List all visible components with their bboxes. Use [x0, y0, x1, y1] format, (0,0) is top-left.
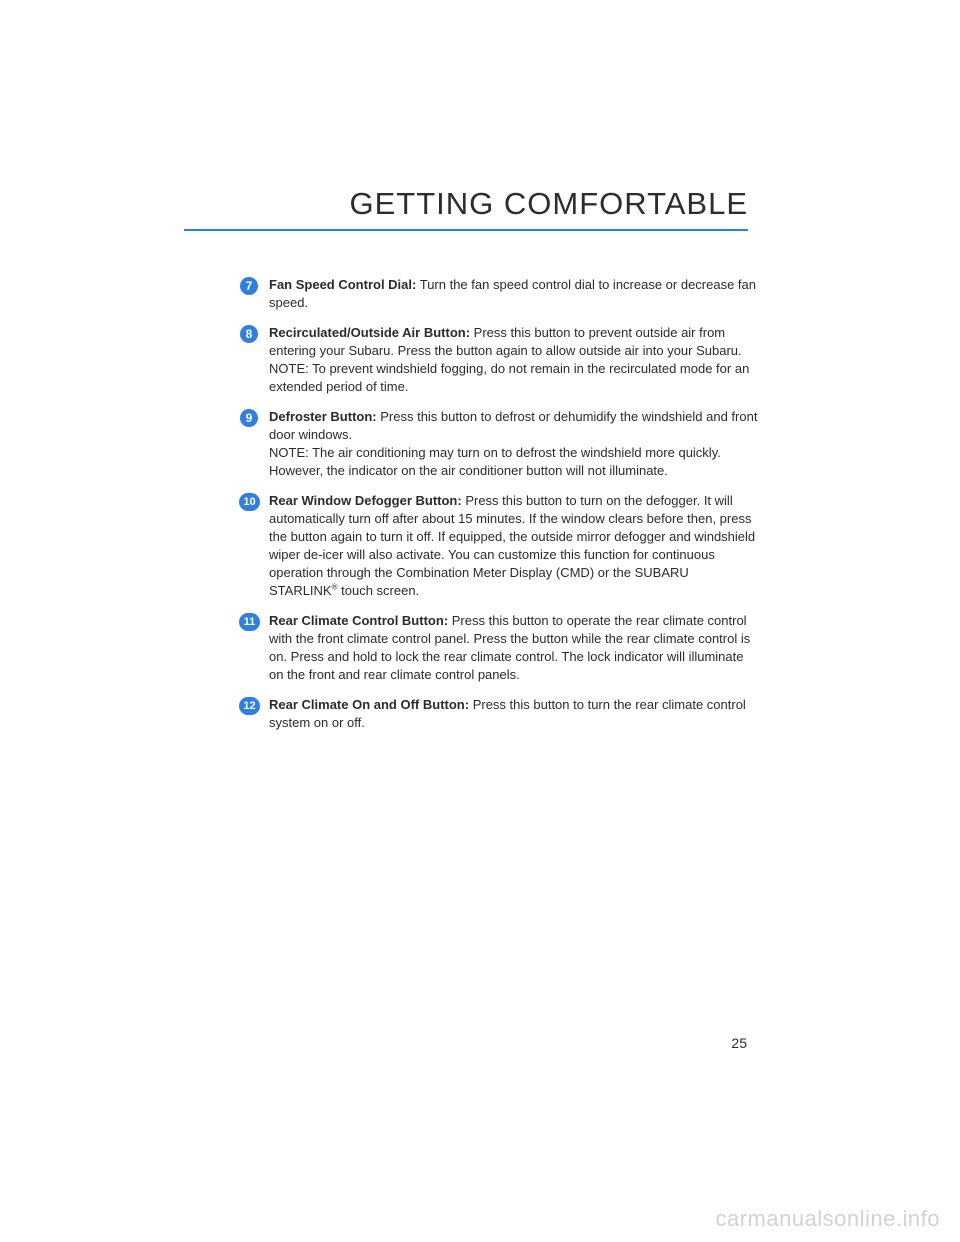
- registered-trademark-mark: ®: [331, 582, 338, 592]
- item-description: Press this button to turn the rear climate control system on or off.: [269, 697, 746, 730]
- item-term: Rear Window Defogger Button:: [269, 493, 462, 508]
- section-title: GETTING COMFORTABLE: [349, 186, 748, 221]
- item-note: NOTE: To prevent windshield fogging, do not remain in the recirculated mode for an extended period of time.: [269, 361, 750, 394]
- item-term: Defroster Button:: [269, 409, 377, 424]
- item-number-badge: 7: [240, 277, 258, 295]
- item-term: Rear Climate Control Button:: [269, 613, 449, 628]
- item-description: Press this button to defrost or dehumidify the windshield and front door windows.: [269, 409, 758, 442]
- item-number-badge: 11: [239, 613, 260, 631]
- item-note: NOTE: The air conditioning may turn on to defrost the windshield more quickly. However, the indicator on the air conditioner button will not illuminate.: [269, 445, 721, 478]
- item-description: Press this button to operate the rear climate control with the front climate control panel. Press the button while the rear climate control is on. Press and hold to lock the rear climate control. The lock indicator will illuminate on the front and rear climate control panels.: [269, 613, 751, 682]
- item-number-badge: 12: [239, 697, 260, 715]
- item-description: Press this button to prevent outside air from entering your Subaru. Press the button again to allow outside air into your Subaru.: [269, 325, 742, 358]
- list-item-defroster-button: [240, 408, 760, 480]
- list-item-rear-climate-control-button: [240, 612, 760, 684]
- item-term: Fan Speed Control Dial:: [269, 277, 417, 292]
- item-description: Turn the fan speed control dial to increase or decrease fan speed.: [269, 277, 757, 310]
- item-description: Press this button to turn on the defogger. It will automatically turn off after about 15 minutes. If the window clears before then, press the button again to turn it off. If equipped, the outside mirror defogger and windshield wiper de-icer will also activate. You can customize this function for continuous operation through the Combination Meter Display (CMD) or the SUBARU STARLINK: [269, 493, 756, 598]
- watermark: carmanualsonline.info: [715, 1206, 940, 1231]
- list-item-recirculated-outside-air-button: [240, 324, 760, 396]
- item-number-badge: 9: [240, 409, 258, 427]
- page-number: 25: [731, 1035, 747, 1051]
- item-description-end: touch screen.: [337, 583, 420, 598]
- header-divider: [184, 229, 748, 231]
- list-item-fan-speed-control-dial: [240, 276, 760, 312]
- item-term: Recirculated/Outside Air Button:: [269, 325, 471, 340]
- list-item-rear-climate-on-off-button: [240, 696, 760, 732]
- item-term: Rear Climate On and Off Button:: [269, 697, 470, 712]
- list-item-rear-window-defogger-button: [240, 492, 760, 600]
- item-number-badge: 10: [239, 493, 260, 511]
- item-list: [240, 276, 760, 744]
- item-number-badge: 8: [240, 325, 258, 343]
